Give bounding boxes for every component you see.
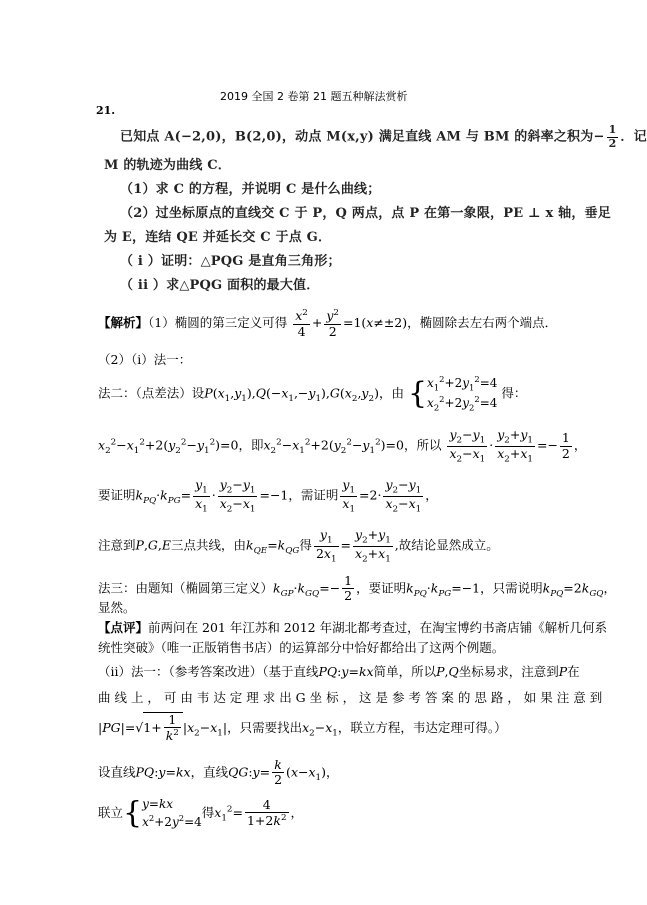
part2ii-line-1: （ii）法一：（参考答案改进）（基于直线PQ:y=kx简单，所以P,Q坐标易求，注意到P在 [98,664,580,679]
problem-line-1: 已知点 A(−2,0)，B(2,0)，动点 M(x,y) 满足直线 AM 与 BM 的斜率之积为− $\frac{1}{2}$ ．记 [120,123,647,150]
part2ii-line-2: 曲 线 上 ， 可 由 韦 达 定 理 求 出 G 坐 标 ， 这 是 参 考 答 案 的 思 路 ， 如 果 注 意 到 [98,690,603,705]
problem-line-4: （2）过坐标原点的直线交 C 于 P，Q 两点，点 P 在第一象限，PE ⊥ x 轴，垂足 [120,206,611,221]
point-diff-line: $x_2^2-x_1^2+2(y_2^2-y_1^2)=0$，即$x_2^2-x_1^2+2(y_2^2-y_1^2)=0$，所以 $\frac{y_2-y_1}{x_2-x_1}$ · $\frac{y_2+y_1}{x_2+x_1}$ =− $\frac{1}{2}$ ， [98,427,587,465]
pg-line: |PG|=√1+ $\frac{1}{k^2}$ $|x_2-x_1|$，只需要找出$x_2-x_1$，联立方程，韦达定理可得。） [98,712,507,744]
set-line: 设直线PQ:y=kx，直线QG:y= $\frac{k}{2}$ $(x-x_1)$， [98,757,339,788]
part2-method1: （2）（i）法一： [98,352,192,367]
method3-line: 法三：由题知（椭圆第三定义）$k_{GP}\cdot k_{GQ}=-$ $\frac{1}{2}$ ，要证明$k_{PQ}\cdot k_{PG}=-1$，只需说明$k_{PQ}=2k_{GQ}$， [98,573,616,604]
page-title: 2019 全国 2 卷第 21 题五种解法赏析 [220,90,408,103]
dianping-line-1: 【点评】前两问在 201 年江苏和 2012 年湖北都考查过，在淘宝博约书斋店铺《解析几何系 [98,620,608,635]
note-line: 注意到P,G,E三点共线，由$k_{QE}=k_{QG}$得 $\frac{y_1}{2x_1}$ = $\frac{y_2+y_1}{x_2+x_1}$ ,故结论显然成立。 [98,527,499,565]
problem-line-3: （1）求 C 的方程，并说明 C 是什么曲线； [120,182,381,197]
problem-line-5: 为 E，连结 QE 并延长交 C 于点 G． [104,230,332,245]
jiexi-line: 【解析】（1）椭圆的第三定义可得 $\frac{x^2}{4}$ + $\frac{y^2}{2}$ =1(x≠±2)，椭圆除去左右两个端点． [98,308,558,339]
problem-number: 21. [96,104,116,117]
dianping-line-2: 统性突破》（唯一正版销售书店）的运算部分中恰好都给出了这两个例题。 [98,640,505,655]
problem-line-2: M 的轨迹为曲线 C． [104,158,231,173]
prove-line: 要证明$k_{PQ}\cdot k_{PG}=$ $\frac{y_1}{x_1}$ · $\frac{y_2-y_1}{x_2-x_1}$ =−1，需证明 $\frac{y_1}{x_1}$ =2· $\frac{y_2-y_1}{x_2-x_1}$ ， [98,477,438,515]
problem-line-7: （ ii ）求△PQG 面积的最大值． [120,278,320,293]
lian-line: 联立{ y=kx $x^2+2y^2=4$ 得$x_1^2=$ $\frac{4}{1+2k^2}$ ， [98,795,304,831]
method3-line-2: 显然。 [98,600,136,615]
problem-line-6: （ i ）证明：△PQG 是直角三角形； [120,254,341,269]
method2-line: 法二：（点差法）设$P(x_1,y_1),Q(-x_1,-y_1),G(x_2,y_2)$，由 { $x_1^2+2y_1^2=4$ $x_2^2+2y_2^2=4$ 得： [98,374,527,413]
